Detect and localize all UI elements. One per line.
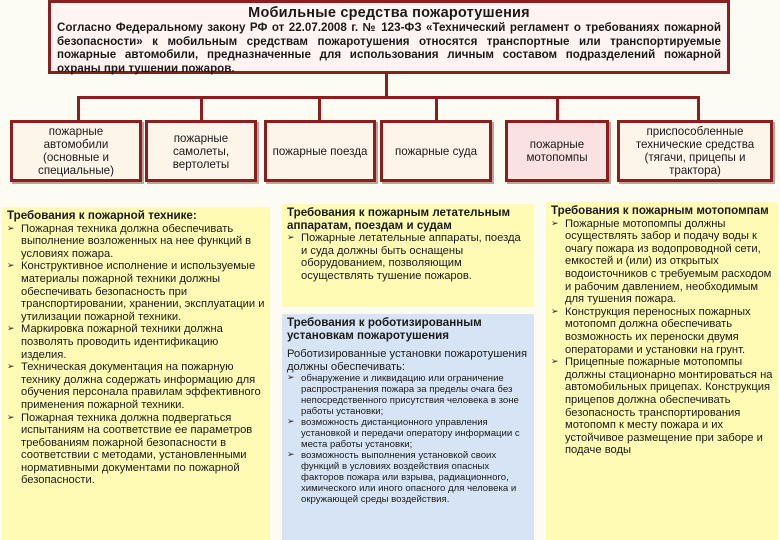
list-item: ➢ Прицепные пожарные мотопомпы должны стационарно монтироваться на автомобильных прицепах. Конструкция прицепов должна обеспечивать безопасность транспортирования мотопомп к месту пожара и их устойчивое размещение при заборе и подаче воды <box>551 356 773 457</box>
category-label: приспособленные технические средства (тягачи, прицепы и трактора) <box>635 125 755 177</box>
category-trains <box>264 120 376 182</box>
list-item: ➢ возможность дистанционного управления установкой и передачи оператору информации с места работы установки; <box>287 417 529 450</box>
category-aircraft <box>145 120 257 182</box>
connector-drop-5 <box>556 96 559 123</box>
header-text: Согласно Федеральному закону РФ от 22.07.2008 г. № 123-ФЗ «Технический регламент о требованиях пожарной безопасности» к мобильным средствам пожаротушения относятся транспортные или транспортируемые пожарные автомобили, предназначенные для использования личным составом подразделений пожарной охраны при тушении пожаров. <box>57 21 721 75</box>
category-motor-pumps <box>505 120 609 182</box>
connector-drop-2 <box>200 96 203 123</box>
panel-title: Требования к пожарным мотопомпам <box>551 204 769 217</box>
category-label: пожарные самолеты, вертолеты <box>172 131 230 171</box>
category-label: пожарные поезда <box>272 144 368 158</box>
requirements-list <box>551 218 773 457</box>
list-item: ➢ обнаружение и ликвидацию или ограничение распространения пожара за пределы очага без непосредственного присутствия человека в зоне работы установки; <box>287 373 529 417</box>
list-item: ➢ Пожарные мотопомпы должны осуществлять забор и подачу воды к очагу пожара из водопроводной сети, емкостей и (или) из открытых водоисточников с требуемым расходом и рабочим давлением, необходимым для тушения пожара. <box>551 218 773 306</box>
list-item: ➢ Пожарная техника должна подвергаться испытаниям на соответствие ее параметров требованиям пожарной безопасности в соответствии с методами, установленными нормативными документами по пожарной безопасности. <box>7 412 265 488</box>
connector-drop-1 <box>77 96 80 123</box>
panel-title: Требования к роботизированным установкам пожаротушения <box>287 316 482 342</box>
list-item: ➢ Маркировка пожарной техники должна позволять проводить идентификацию изделия. <box>7 323 265 361</box>
category-adapted-vehicles <box>617 120 773 182</box>
requirements-list <box>287 373 529 505</box>
list-item: ➢ Техническая документация на пожарную технику должна содержать информацию для обучения персонала правилам эффективного применения пожарной техники. <box>7 361 265 411</box>
category-fire-trucks <box>10 120 142 182</box>
connector-trunk <box>385 74 388 98</box>
requirements-list <box>7 223 265 487</box>
requirements-list <box>287 232 529 282</box>
panel-intro: Роботизированные установки пожаротушения должны обеспечивать: <box>287 348 527 373</box>
list-item: ➢ Конструктивное исполнение и используемые материалы пожарной техники должны обеспечивать безопасность при транспортировании, хранении, эксплуатации и утилизации пожарной техники. <box>7 260 265 323</box>
list-item: ➢ Пожарные летательные аппараты, поезда и суда должны быть оснащены оборудованием, позволяющим осуществлять тушение пожаров. <box>287 232 529 282</box>
list-item: ➢ Пожарная техника должна обеспечивать выполнение возложенных на нее функций в условиях пожара. <box>7 223 265 261</box>
category-ships <box>380 120 492 182</box>
panel-title: Требования к пожарным летательным аппаратам, поездам и судам <box>287 206 511 232</box>
panel-motor-pumps-requirements <box>546 202 778 540</box>
panel-fire-equipment-requirements <box>2 207 270 540</box>
connector-horizontal <box>77 96 697 99</box>
category-label: пожарные суда <box>394 144 478 158</box>
panel-aircraft-trains-ships-requirements <box>282 204 534 307</box>
category-label: пожарные мотопомпы <box>526 138 588 164</box>
category-label: пожарные автомобили (основные и специальные) <box>38 125 114 177</box>
connector-drop-4 <box>435 96 438 123</box>
page-title: Мобильные средства пожаротушения <box>248 5 530 21</box>
list-item: ➢ возможность выполнения установкой своих функций в условиях воздействия опасных факторов пожара или взрыва, радиационного, химического или иного опасного для человека и окружающей среды воздействия. <box>287 450 529 505</box>
connector-drop-6 <box>697 96 700 123</box>
list-item: ➢ Конструкция переносных пожарных мотопомп должна обеспечивать возможность их переноски двумя операторами и установки на грунт. <box>551 306 773 356</box>
panel-robotic-installations-requirements <box>282 314 534 540</box>
panel-title: Требования к пожарной технике: <box>7 209 197 222</box>
connector-drop-3 <box>318 96 321 123</box>
header-box <box>48 0 730 74</box>
